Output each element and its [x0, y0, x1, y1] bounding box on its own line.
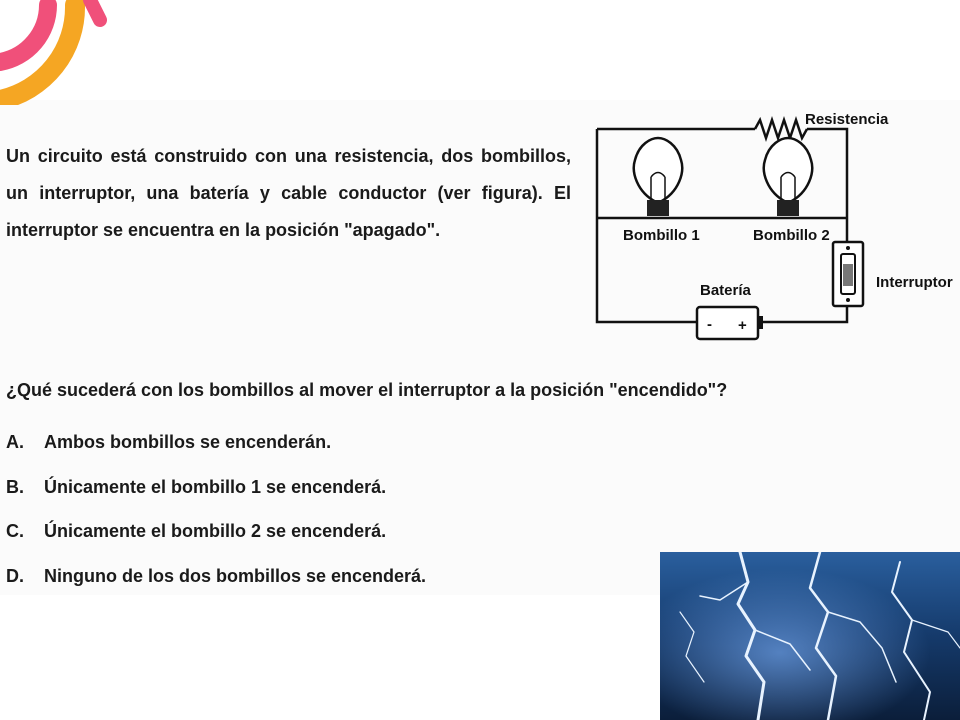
bulb-2-label: Bombillo 2: [753, 227, 830, 244]
option-letter: B.: [6, 476, 24, 497]
switch-icon: [833, 242, 863, 306]
bulb-1-label: Bombillo 1: [623, 227, 700, 244]
resistor-icon: [755, 120, 807, 138]
bulb-2-icon: [764, 138, 812, 216]
battery-minus: -: [707, 316, 712, 333]
option-text: Únicamente el bombillo 1 se encenderá.: [44, 476, 387, 497]
battery-label: Batería: [700, 282, 751, 299]
option-letter: D.: [6, 565, 24, 586]
battery-plus: +: [738, 317, 747, 334]
circuit-diagram: [585, 102, 960, 347]
question-prompt: ¿Qué sucederá con los bombillos al mover el interruptor a la posición "encendido"?: [6, 380, 728, 400]
corner-logo-icon: [0, 0, 110, 105]
resistor-label: Resistencia: [805, 111, 889, 128]
bulb-1-icon: [634, 138, 682, 216]
option-letter: A.: [6, 432, 24, 452]
switch-label: Interruptor: [876, 274, 953, 291]
option-text: Ambos bombillos se encenderán.: [44, 432, 332, 452]
option-letter: C.: [6, 521, 24, 541]
lightning-storm-image: [660, 552, 960, 720]
question-stem: Un circuito está construido con una resistencia, dos bombillos, un interruptor, una batería y cable conductor (ver figura). El interruptor se encuentra en la posición "apagado".: [6, 146, 571, 240]
option-text: Ninguno de los dos bombillos se encenderá.: [44, 565, 427, 586]
option-text: Únicamente el bombillo 2 se encenderá.: [44, 521, 387, 541]
